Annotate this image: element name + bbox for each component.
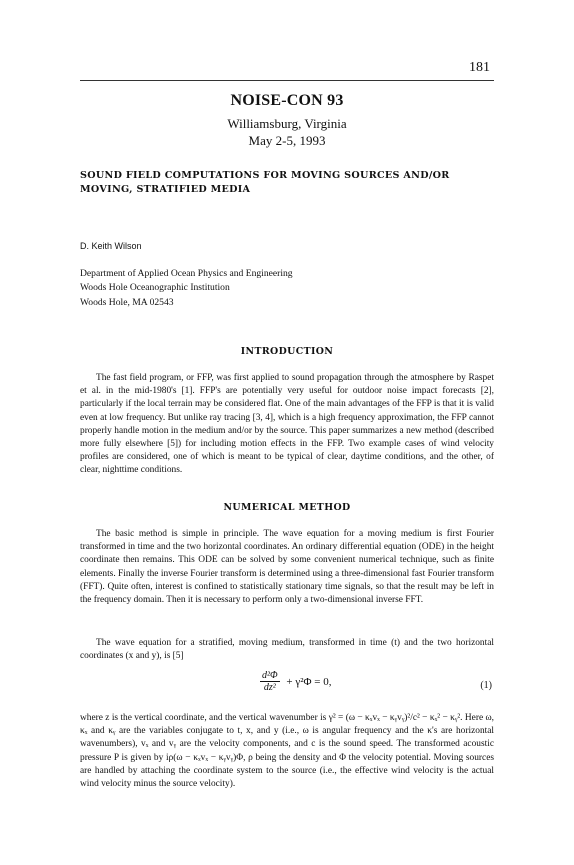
affiliation-line-2: Woods Hole Oceanographic Institution <box>80 282 230 294</box>
conference-place: Williamsburg, Virginia <box>227 116 347 131</box>
paper-title: SOUND FIELD COMPUTATIONS FOR MOVING SOURCES AND/OR MOVING, STRATIFIED MEDIA <box>80 170 450 195</box>
introduction-heading: INTRODUCTION <box>240 346 334 357</box>
equation-body <box>260 670 331 693</box>
numerical-paragraph-1: The basic method is simple in principle. The wave equation for a moving medium is first Fourier transformed in time and the two horizontal coordinates. An ordinary differential equation (ODE) in the height coordinate then remains. This ODE can be solved by some convenient numerical technique, such as finite elements. Finally the inverse Fourier transform is determined using a three-dimensional fast Fourier transform (FFT). Quite often, interest is confined to statistically stationary time signals, so that the result may be left in the frequency domain. Then it is necessary to perform only a two-dimensional inverse FFT. <box>80 529 494 606</box>
affiliation-line-1: Department of Applied Ocean Physics and Engineering <box>80 268 293 279</box>
affiliation <box>80 267 494 310</box>
equation-number: (1) <box>480 680 492 691</box>
equation-1 <box>80 670 494 710</box>
author-name: D. Keith Wilson <box>80 241 142 251</box>
introduction-paragraph: The fast field program, or FFP, was first applied to sound propagation through the atmosphere by Raspet et al. in the mid-1980's [1]. FFP's are potentially very useful for outdoor noise impact forecasts [2], particularly if the local terrain may be considered flat. One of the main advantages of the FFP is that it is valid even at low frequency. But unlike ray tracing [3, 4], which is a high frequency approximation, the FFP cannot properly handle motion in the medium and/or by the source. This paper summarizes a new method (described more fully elsewhere [5]) for including motion effects in the FFP. Two example cases of wind velocity profiles are considered, one of which is meant to be typical of clear, daytime conditions, and the other, of clear, nighttime conditions. <box>80 373 494 476</box>
affiliation-line-3: Woods Hole, MA 02543 <box>80 296 174 308</box>
page-number: 181 <box>469 60 490 75</box>
conference-title: NOISE-CON 93 <box>230 92 344 109</box>
numerical-method-heading: NUMERICAL METHOD <box>223 502 351 513</box>
conference-date: May 2-5, 1993 <box>248 133 326 148</box>
equation-rest: + γ²Φ = 0, <box>286 675 332 688</box>
equation-numerator: d²Φ <box>262 670 278 681</box>
numerical-paragraph-3: where z is the vertical coordinate, and the vertical wavenumber is γ² = (ω − κₓvₓ − κᵧvᵧ)²/c² − κₓ² − κᵧ². Here ω, κₓ and κᵧ are the variables conjugate to t, x, and y (i.e., ω is angular frequency and the κ's are horizontal wavenumbers), vₓ and vᵧ are the velocity components, and c is the sound speed. The transformed acoustic pressure P is given by iρ(ω − κₓvₓ − κᵧvᵧ)Φ, ρ being the density and Φ the velocity potential. Moving sources are handled by attaching the coordinate system to the source (i.e., the effective wind velocity is the actual wind velocity minus the source velocity). <box>80 713 494 790</box>
equation-denominator: dz² <box>263 682 276 693</box>
header-rule <box>80 80 494 81</box>
numerical-paragraph-2: The wave equation for a stratified, moving medium, transformed in time (t) and the two horizontal coordinates (x and y), is [5] <box>80 638 494 662</box>
equation-fraction <box>260 670 280 693</box>
